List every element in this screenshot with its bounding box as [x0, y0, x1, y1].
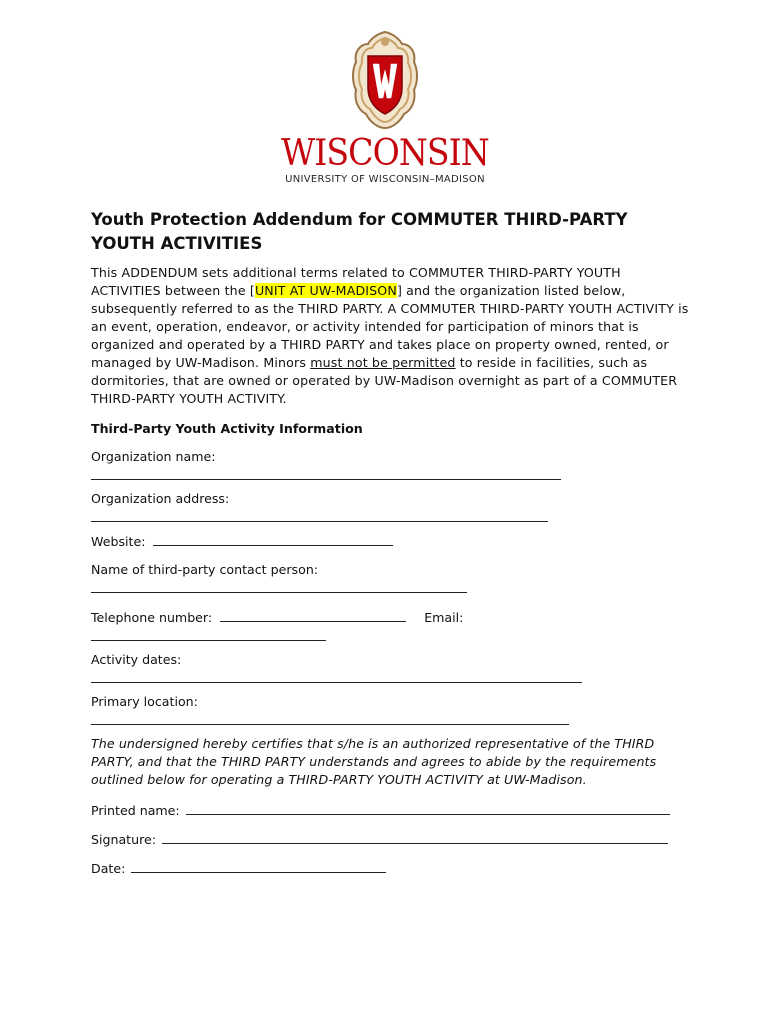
intro-text-3: to reside in facilities, such as dormitories, that are owned or operated by UW-Madison overnight as part of a COMMUTER THIRD-PARTY YOUTH ACTIVITY. — [91, 355, 678, 406]
wisconsin-wordmark: WISCONSIN — [281, 133, 489, 174]
org-address-field — [91, 490, 691, 522]
org-address-input[interactable] — [91, 510, 548, 522]
date-input[interactable] — [131, 859, 386, 873]
date-field — [91, 859, 691, 878]
signature-label: Signature: — [91, 832, 156, 847]
certification-text: The undersigned hereby certifies that s/he is an authorized representative of the THIRD PARTY, and that the THIRD PARTY understands and agrees to abide by the requirements outlined below for operating a THIRD-PARTY YOUTH ACTIVITY at UW-Madison. — [91, 736, 657, 787]
org-address-label: Organization address: — [91, 491, 230, 506]
email-input[interactable] — [91, 629, 326, 641]
email-label: Email: — [424, 610, 464, 625]
telephone-input[interactable] — [220, 608, 406, 622]
document-body — [91, 208, 691, 888]
crest-icon — [350, 30, 420, 130]
signature-input[interactable] — [162, 830, 668, 844]
uw-madison-logo — [0, 30, 770, 185]
printed-name-label: Printed name: — [91, 803, 180, 818]
highlighted-unit-placeholder: UNIT AT UW-MADISON — [254, 283, 397, 298]
org-name-label: Organization name: — [91, 449, 216, 464]
contact-label: Name of third-party contact person: — [91, 562, 319, 577]
activity-dates-field — [91, 651, 691, 683]
signature-field — [91, 830, 691, 849]
website-input[interactable] — [153, 532, 393, 546]
intro-paragraph — [91, 264, 691, 408]
intro-text-2: ] and the organization listed below, subsequently referred to as the THIRD PARTY. A COMMUTER THIRD-PARTY YOUTH ACTIVITY is an event, operation, endeavor, or activity intended for participation of minors that is organized and operated by a THIRD PARTY and takes place on property owned, rented, or managed by UW-Madison. Minors — [91, 283, 689, 370]
website-field — [91, 532, 691, 551]
date-label: Date: — [91, 861, 126, 876]
contact-input[interactable] — [91, 579, 467, 593]
telephone-label: Telephone number: — [91, 610, 213, 625]
university-name: UNIVERSITY OF WISCONSIN–MADISON — [285, 174, 485, 185]
primary-location-field — [91, 693, 691, 725]
activity-dates-label: Activity dates: — [91, 652, 182, 667]
underlined-text: must not be permitted — [310, 355, 456, 370]
org-name-input[interactable] — [91, 468, 561, 480]
telephone-email-field — [91, 608, 691, 641]
page-title: Youth Protection Addendum for COMMUTER THIRD-PARTY YOUTH ACTIVITIES — [91, 210, 628, 253]
primary-location-input[interactable] — [91, 713, 569, 725]
contact-field — [91, 561, 521, 598]
printed-name-input[interactable] — [186, 801, 670, 815]
website-label: Website: — [91, 534, 146, 549]
section-heading: Third-Party Youth Activity Information — [91, 421, 363, 436]
intro-text-1: This ADDENDUM sets additional terms related to COMMUTER THIRD-PARTY YOUTH ACTIVITIES between the [ — [91, 265, 621, 298]
org-name-field — [91, 448, 691, 480]
printed-name-field — [91, 801, 691, 820]
primary-location-label: Primary location: — [91, 694, 198, 709]
activity-dates-input[interactable] — [91, 671, 582, 683]
